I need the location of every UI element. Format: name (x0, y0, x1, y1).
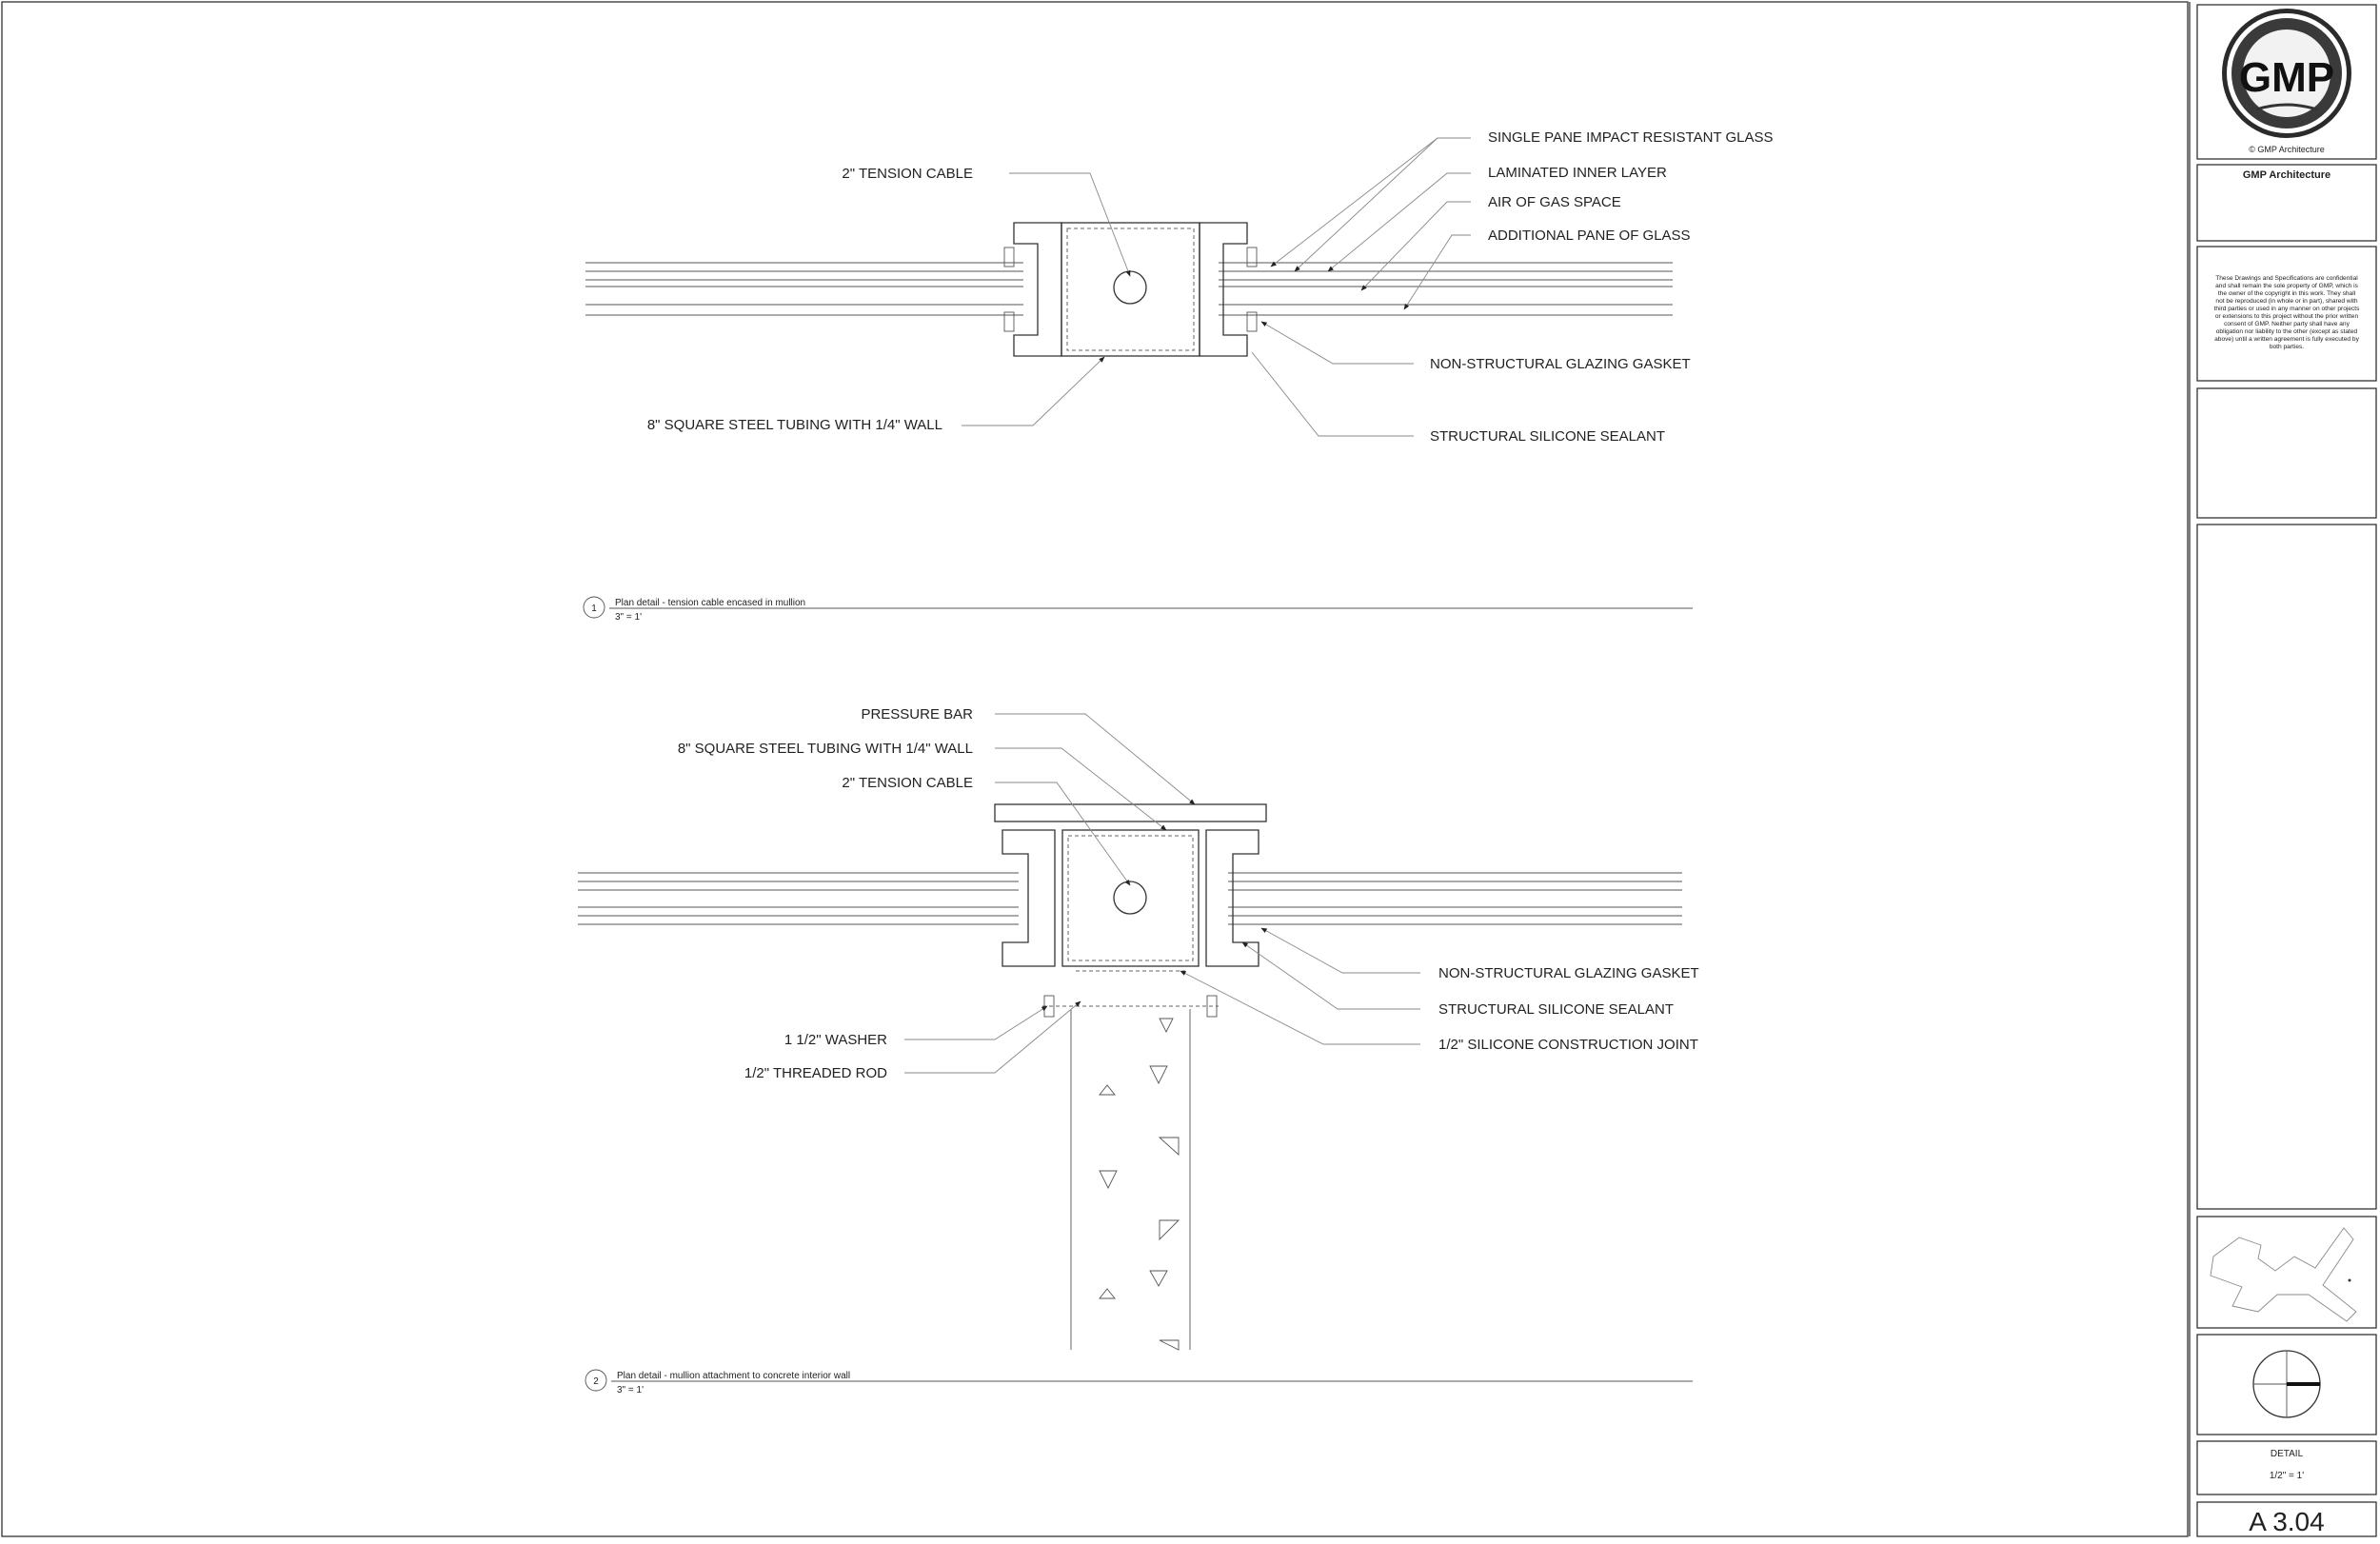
gasket-left (1004, 247, 1014, 267)
label-sealant-2: STRUCTURAL SILICONE SEALANT (1438, 1001, 1674, 1018)
glazing-cap-right-2 (1206, 830, 1259, 966)
glass-panes-right (1219, 263, 1673, 315)
glazing-cap-left (1014, 223, 1061, 356)
label-tension-cable-2: 2" TENSION CABLE (842, 775, 973, 791)
disclaimer-line-10: both parties. (2269, 344, 2305, 350)
concrete-wall (1071, 1009, 1190, 1350)
steel-tube (1061, 223, 1200, 356)
blank-panel-1 (2197, 388, 2376, 518)
label-gasket: NON-STRUCTURAL GLAZING GASKET (1430, 356, 1691, 372)
label-steel-tubing-2: 8" SQUARE STEEL TUBING WITH 1/4" WALL (677, 741, 973, 757)
label-single-pane: SINGLE PANE IMPACT RESISTANT GLASS (1488, 129, 1774, 146)
disclaimer-text (2214, 275, 2361, 350)
detail-1-number: 1 (591, 604, 597, 614)
label-tension-cable: 2" TENSION CABLE (842, 166, 973, 182)
gmp-logo (2222, 9, 2351, 138)
steel-tube-2 (1062, 830, 1199, 966)
detail-2-number: 2 (593, 1376, 599, 1387)
tension-cable (1114, 271, 1146, 304)
disclaimer-line-2: and shall remain the sole property of GMP, which is (2215, 283, 2358, 289)
pressure-bar (995, 804, 1266, 821)
logo-text: GMP (2238, 54, 2335, 101)
disclaimer-line-7: consent of GMP. Neither party shall have any (2224, 321, 2350, 327)
glass-panes-right-2 (1228, 873, 1682, 924)
label-air-gas: AIR OF GAS SPACE (1488, 194, 1621, 210)
label-additional-pane: ADDITIONAL PANE OF GLASS (1488, 228, 1691, 244)
label-sealant: STRUCTURAL SILICONE SEALANT (1430, 428, 1665, 445)
label-laminated: LAMINATED INNER LAYER (1488, 165, 1667, 181)
steel-tube-inner-2 (1068, 836, 1193, 960)
disclaimer-line-8: obligation nor liability to the other (except as stated (2215, 328, 2358, 335)
detail-2-title: Plan detail - mullion attachment to concrete interior wall (617, 1371, 851, 1381)
sheet-scale: 1/2" = 1' (2269, 1471, 2305, 1481)
glass-panes-left (585, 263, 1023, 315)
glazing-cap-left-2 (1002, 830, 1055, 966)
label-washer: 1 1/2" WASHER (783, 1032, 887, 1048)
disclaimer-line-1: These Drawings and Specifications are confidential (2215, 275, 2358, 282)
detail-2-scale: 3" = 1' (617, 1385, 644, 1396)
firm-name: GMP Architecture (2242, 169, 2331, 181)
disclaimer-line-3: the owner of the copyright in this work. They shall (2217, 290, 2356, 297)
key-plan-panel (2197, 1217, 2376, 1328)
label-steel-tubing: 8" SQUARE STEEL TUBING WITH 1/4" WALL (646, 417, 942, 433)
detail-1 (584, 129, 1774, 623)
logo-copyright: © GMP Architecture (2249, 145, 2325, 154)
disclaimer-line-9: above) until a written agreement is fully executed by (2214, 336, 2359, 343)
detail-1-title: Plan detail - tension cable encased in mullion (615, 598, 806, 608)
glazing-cap-right (1200, 223, 1247, 356)
detail-2 (578, 706, 1699, 1396)
north-arrow-icon (2253, 1351, 2320, 1417)
disclaimer-line-6: or extensions to this project without the prior written (2214, 313, 2359, 320)
title-block (2190, 2, 2376, 1536)
label-pressure-bar: PRESSURE BAR (861, 706, 973, 723)
drawing-border (2, 2, 2188, 1536)
disclaimer-line-5: third parties or used in any manner on other projects (2213, 306, 2360, 312)
steel-tube-inner (1067, 228, 1194, 350)
drawing-type: DETAIL (2270, 1449, 2304, 1459)
tension-cable-2 (1114, 881, 1146, 914)
key-plan-outline (2211, 1228, 2356, 1321)
gasket-right (1247, 247, 1257, 267)
glass-panes-left-2 (578, 873, 1019, 924)
disclaimer-line-4: not be reproduced (in whole or in part), shared with (2215, 298, 2358, 305)
label-gasket-2: NON-STRUCTURAL GLAZING GASKET (1438, 965, 1699, 981)
detail-1-scale: 3" = 1' (615, 612, 642, 623)
blank-panel-2 (2197, 525, 2376, 1209)
label-joint: 1/2" SILICONE CONSTRUCTION JOINT (1438, 1037, 1698, 1053)
label-threaded-rod: 1/2" THREADED ROD (744, 1065, 887, 1081)
sheet-number: A 3.04 (2249, 1507, 2325, 1536)
